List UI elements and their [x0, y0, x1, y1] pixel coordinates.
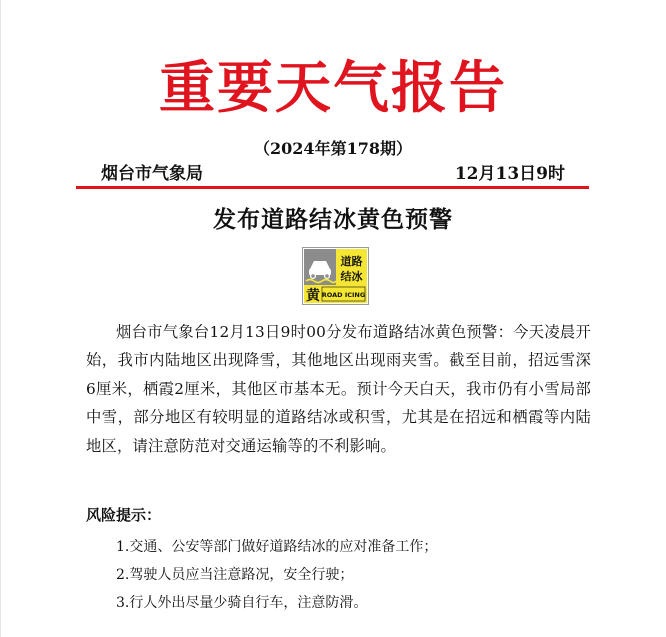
signal-title-line1: 道路	[340, 255, 363, 268]
signal-level-char: 黄	[306, 288, 320, 304]
road-icing-yellow-signal-icon	[302, 247, 369, 305]
warning-headline: 发布道路结冰黄色预警	[213, 207, 453, 233]
risk-tip-item: 1.交通、公安等部门做好道路结冰的应对准备工作；	[116, 539, 438, 555]
risk-tip-item: 3.行人外出尽量少骑自行车，注意防滑。	[116, 595, 368, 611]
signal-title-line2: 结冰	[340, 270, 363, 283]
report-masthead: 重要天气报告	[159, 55, 507, 121]
issue-number: （2024年第178期）	[254, 139, 412, 158]
warning-body-text: 烟台市气象台12月13日9时00分发布道路结冰黄色预警：今天凌晨开始，我市内陆地区出现降雪，其他地区出现雨夹雪。截至目前，招远雪深6厘米，栖霞2厘米，其他区市基本无。预计今天白天，我市仍有小雪局部中雪，部分地区有较明显的道路结冰或积雪，尤其是在招远和栖霞等内陆地区，请注意防范对交通运输等的不利影响。	[86, 323, 591, 455]
risk-tip-item: 2.驾驶人员应当注意路况，安全行驶；	[116, 567, 354, 583]
header-divider	[76, 186, 589, 189]
signal-english-label: ROAD ICING	[321, 291, 366, 299]
risk-tips-list	[116, 537, 437, 621]
issuer-name: 烟台市气象局	[101, 164, 203, 184]
risk-tips-heading: 风险提示：	[86, 506, 162, 524]
issue-date-time: 12月13日9时	[454, 164, 565, 184]
